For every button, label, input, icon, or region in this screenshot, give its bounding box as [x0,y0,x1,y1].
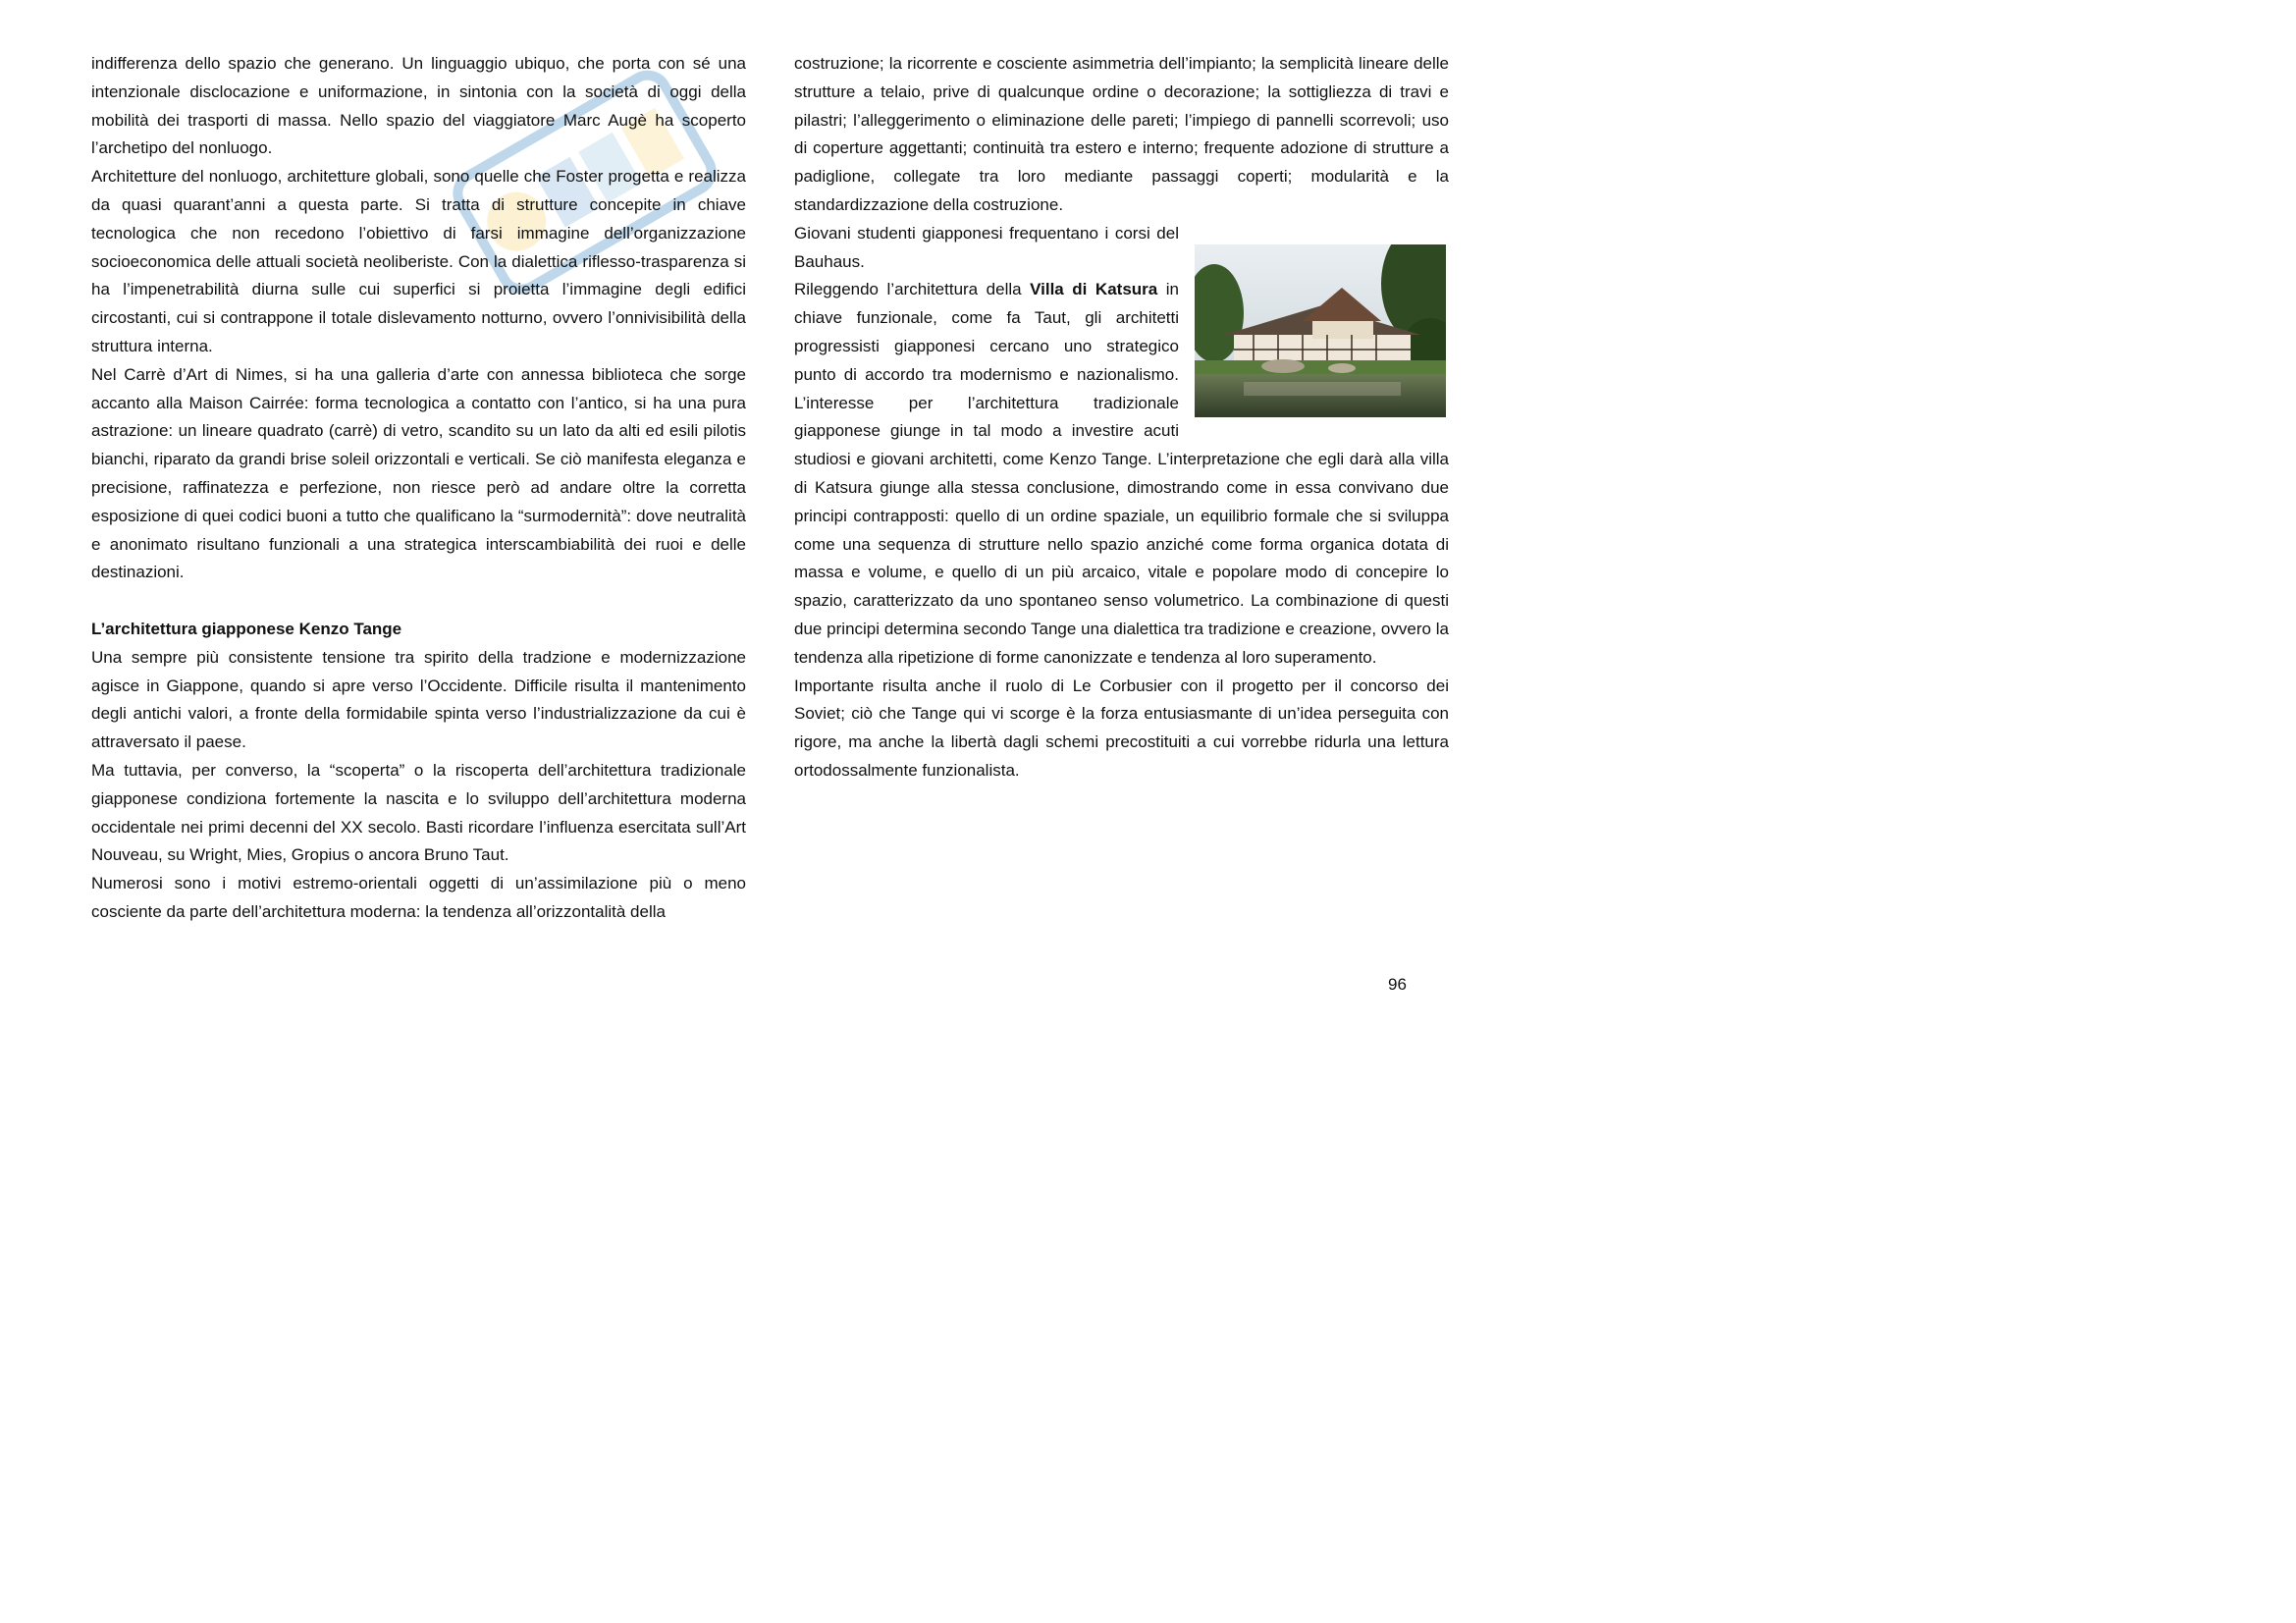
paragraph: Giovani studenti giapponesi frequentano i corsi del Bauhaus. [794,223,1179,271]
section-heading: L’architettura giapponese Kenzo Tange [91,619,402,638]
paragraph: Architetture del nonluogo, architetture globali, sono quelle che Foster progetta e realizza da quasi quarant’anni a questa parte. Si tratta di strutture concepite in chiave tecnologica che non recedono l’obiettivo di farsi immagine dell’organizzazione socioeconomica delle attuali società neoliberiste. Con la dialettica riflesso-trasparenza si ha l’impenetrabilità diurna sulle cui superfici si proietta l’immagine degli edifici circostanti, cui si contrappone il totale dislevamento notturno, ovvero l’onnivisibilità della struttura interna. [91,167,746,355]
page-number: 96 [1388,975,1407,994]
paragraph: Una sempre più consistente tensione tra spirito della tradzione e modernizzazione agisce in Giappone, quando si apre verso l’Occidente. Difficile risulta il mantenimento degli antichi valori, a fronte della formidabile spinta verso l’industrializzazione da cui è attraversato il paese. [91,647,746,752]
paragraph-text: in chiave funzionale, come fa Taut, gli architetti progressisti giapponesi cercano uno strategico punto di accordo tra modernismo e nazionalismo. L’interesse per l’architettura tradizionale giapponese giunge in tal modo a investire acuti studiosi e giovani architetti, come Kenzo Tange. L’interpretazione che egli darà alla villa di Katsura giunge alla stessa conclusione, dimostrando come in essa convivano due principi contrapposti: quello di un ordine spaziale, un equilibrio formale che si sviluppa come una sequenza di strutture nello spazio anziché come forma organica dotata di massa e volume, e quello di un più arcaico, vitale e popolare modo di concepire lo spazio, caratterizzato da uno spontaneo senso volumetrico. La combinazione di questi due principi determina secondo Tange una dialettica tra tradizione e creazione, ovvero la tendenza alla ripetizione di forme canonizzate e tendenza al loro superamento. [794,280,1449,667]
villa-name: Villa di Katsura [1030,280,1158,299]
paragraph: Ma tuttavia, per converso, la “scoperta” o la riscoperta dell’architettura tradizionale giapponese condiziona fortemente la nascita e lo sviluppo dell’architettura moderna occidentale nei primi decenni del XX secolo. Basti ricordare l’influenza esercitata sull’Art Nouveau, su Wright, Mies, Gropius o ancora Bruno Taut. [91,760,746,865]
paragraph-text: Rileggendo l’architettura della [794,280,1031,299]
paragraph: costruzione; la ricorrente e cosciente asimmetria dell’impianto; la semplicità lineare delle strutture a telaio, prive di qualcunque ordine o decorazione; la sottigliezza di travi e pilastri; l’alleggerimento o eliminazione delle pareti; l’impiego di pannelli scorrevoli; uso di coperture aggettanti; continuità tra estero e interno; frequente adozione di strutture a padiglione, collegate tra loro mediante passaggi coperti; modularità e la standardizzazione della costruzione. [794,54,1449,214]
left-column [91,50,746,927]
paragraph: indifferenza dello spazio che generano. Un linguaggio ubiquo, che porta con sé una intenzionale disclocazione e uniformazione, in sintonia con la società di oggi della mobilità dei trasporti di massa. Nello spazio del viaggiatore Marc Augè ha scoperto l’archetipo del nonluogo. [91,54,746,158]
villa-katsura-photo [1195,244,1446,417]
paragraph: Nel Carrè d’Art di Nimes, si ha una galleria d’arte con annessa biblioteca che sorge accanto alla Maison Cairrée: forma tecnologica a contatto con l’antico, si ha una pura astrazione: un lineare quadrato (carrè) di vetro, scandito su un lato da alti ed esili pilotis bianchi, riparato da grandi brise soleil orizzontali e verticali. Se ciò manifesta eleganza e precisione, raffinatezza e perfezione, non riesce però ad andare oltre la corretta esposizione di quei codici buoni a tutto che qualificano la “surmodernità”: dove neutralità e anonimato risultano funzionali a una strategica interscambiabilità dei ruoi e delle destinazioni. [91,364,746,582]
paragraph: Numerosi sono i motivi estremo-orientali oggetti di un’assimilazione più o meno cosciente da parte dell’architettura moderna: la tendenza all’orizzontalità della [91,874,746,921]
paragraph: Importante risulta anche il ruolo di Le Corbusier con il progetto per il concorso dei Soviet; ciò che Tange qui vi scorge è la forza entusiasmante di un’idea perseguita con rigore, ma anche la libertà dagli schemi precostituiti a cui vorrebbe ridurla una lettura ortodossalmente funzionalista. [794,676,1449,780]
right-column [794,50,1449,785]
